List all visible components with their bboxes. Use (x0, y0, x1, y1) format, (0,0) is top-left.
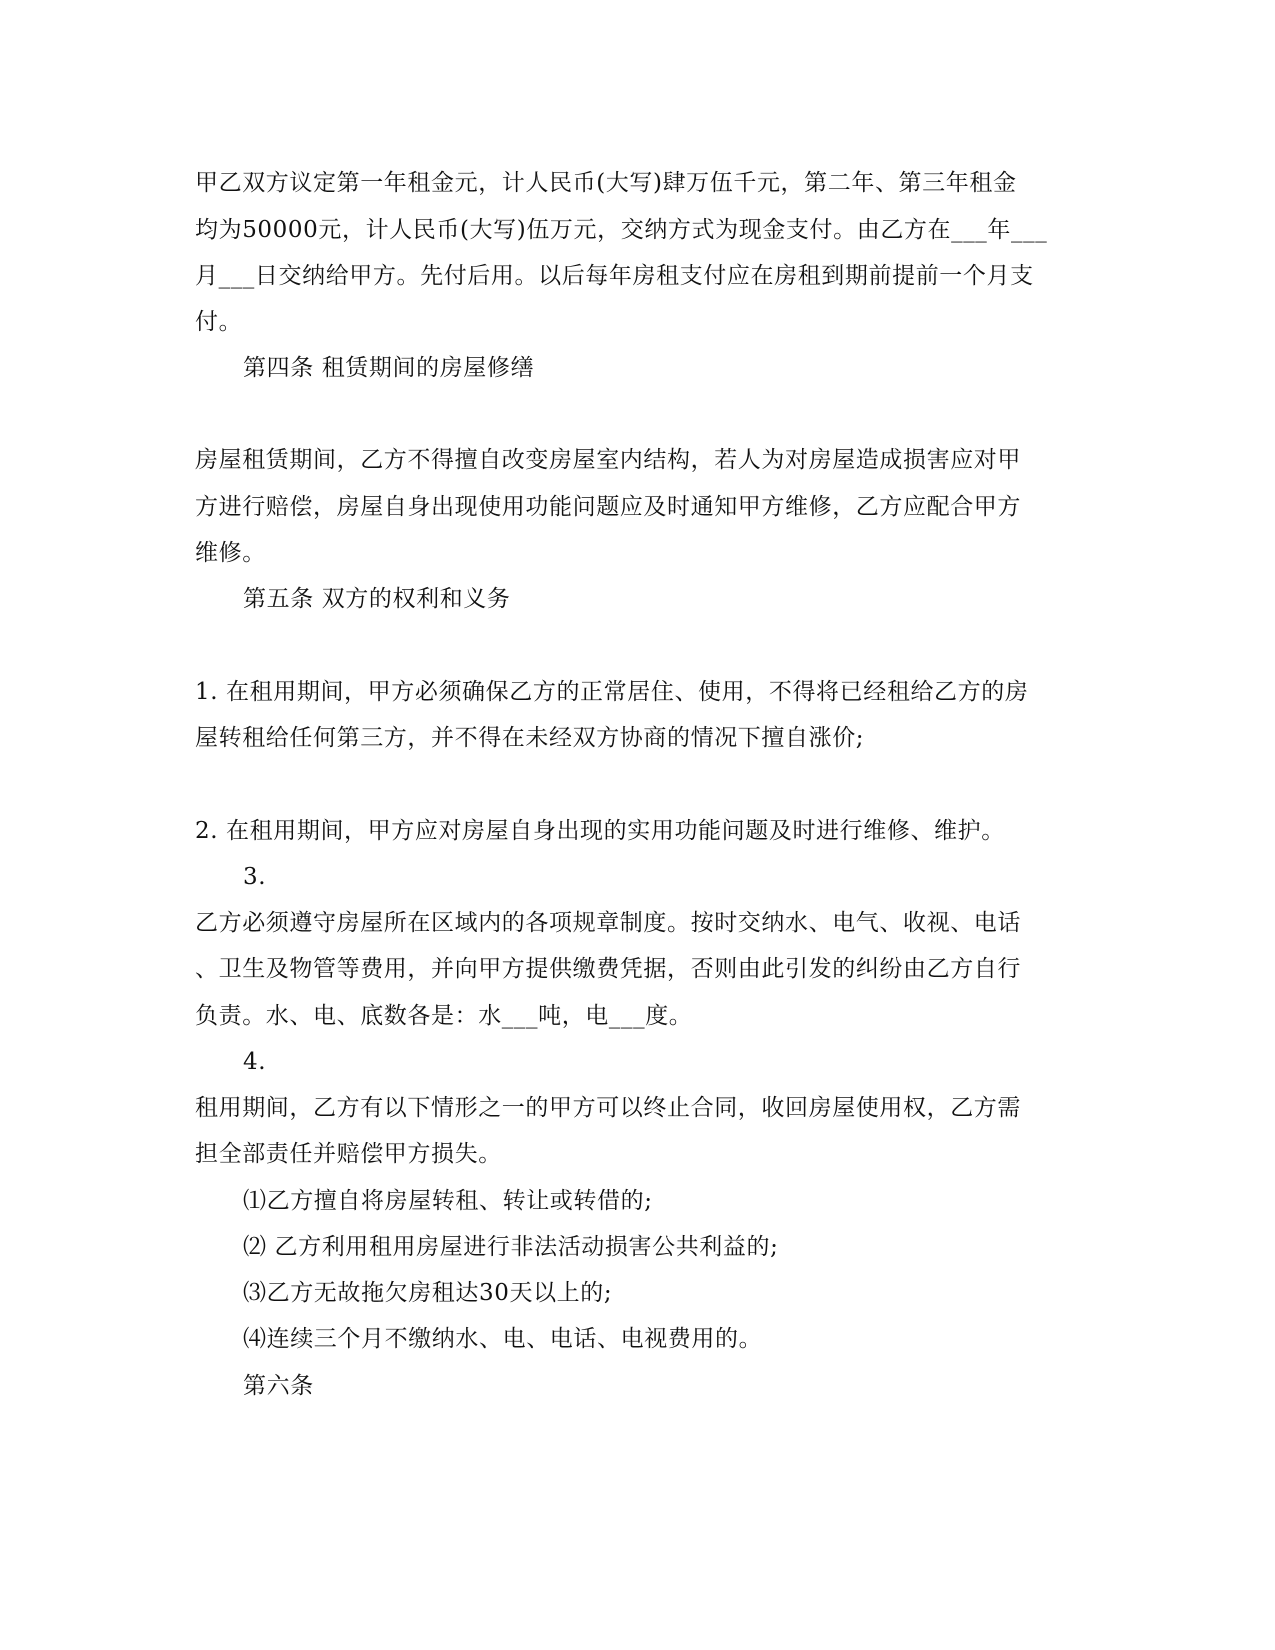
body-line: 付。 (195, 309, 243, 335)
list-item: 1. 在租用期间，甲方必须确保乙方的正常居住、使用，不得将已经租给乙方的房 (195, 679, 1029, 705)
body-line: 方进行赔偿，房屋自身出现使用功能问题应及时通知甲方维修，乙方应配合甲方 (195, 494, 1021, 520)
sub-item: ⑵ 乙方利用租用房屋进行非法活动损害公共利益的; (243, 1234, 779, 1260)
body-line: 甲乙双方议定第一年租金元，计人民币(大写)肆万伍千元，第二年、第三年租金 (195, 170, 1017, 196)
section-heading: 第六条 (243, 1373, 314, 1399)
sub-item: ⑶乙方无故拖欠房租达30天以上的; (243, 1280, 613, 1306)
body-line: 租用期间，乙方有以下情形之一的甲方可以终止合同，收回房屋使用权，乙方需 (195, 1095, 1021, 1121)
body-line: 、卫生及物管等费用，并向甲方提供缴费凭据，否则由此引发的纠纷由乙方自行 (195, 956, 1021, 982)
sub-item: ⑴乙方擅自将房屋转租、转让或转借的; (243, 1188, 653, 1214)
list-number: 3. (243, 864, 267, 890)
list-item: 2. 在租用期间，甲方应对房屋自身出现的实用功能问题及时进行维修、维护。 (195, 818, 1005, 844)
sub-item: ⑷连续三个月不缴纳水、电、电话、电视费用的。 (243, 1326, 763, 1352)
body-line: 乙方必须遵守房屋所在区域内的各项规章制度。按时交纳水、电气、收视、电话 (195, 910, 1021, 936)
body-line: 房屋租赁期间，乙方不得擅自改变房屋室内结构，若人为对房屋造成损害应对甲 (195, 447, 1021, 473)
list-number: 4. (243, 1049, 267, 1075)
body-line: 负责。水、电、底数各是：水___吨，电___度。 (195, 1003, 693, 1029)
body-line: 均为50000元，计人民币(大写)伍万元，交纳方式为现金支付。由乙方在___年___ (195, 217, 1048, 243)
body-line: 屋转租给任何第三方，并不得在未经双方协商的情况下擅自涨价; (195, 725, 865, 751)
section-heading: 第五条 双方的权利和义务 (243, 586, 511, 612)
section-heading: 第四条 租赁期间的房屋修缮 (243, 355, 535, 381)
body-line: 维修。 (195, 540, 266, 566)
body-line: 担全部责任并赔偿甲方损失。 (195, 1141, 502, 1167)
body-line: 月___日交纳给甲方。先付后用。以后每年房租支付应在房租到期前提前一个月支 (195, 263, 1034, 289)
